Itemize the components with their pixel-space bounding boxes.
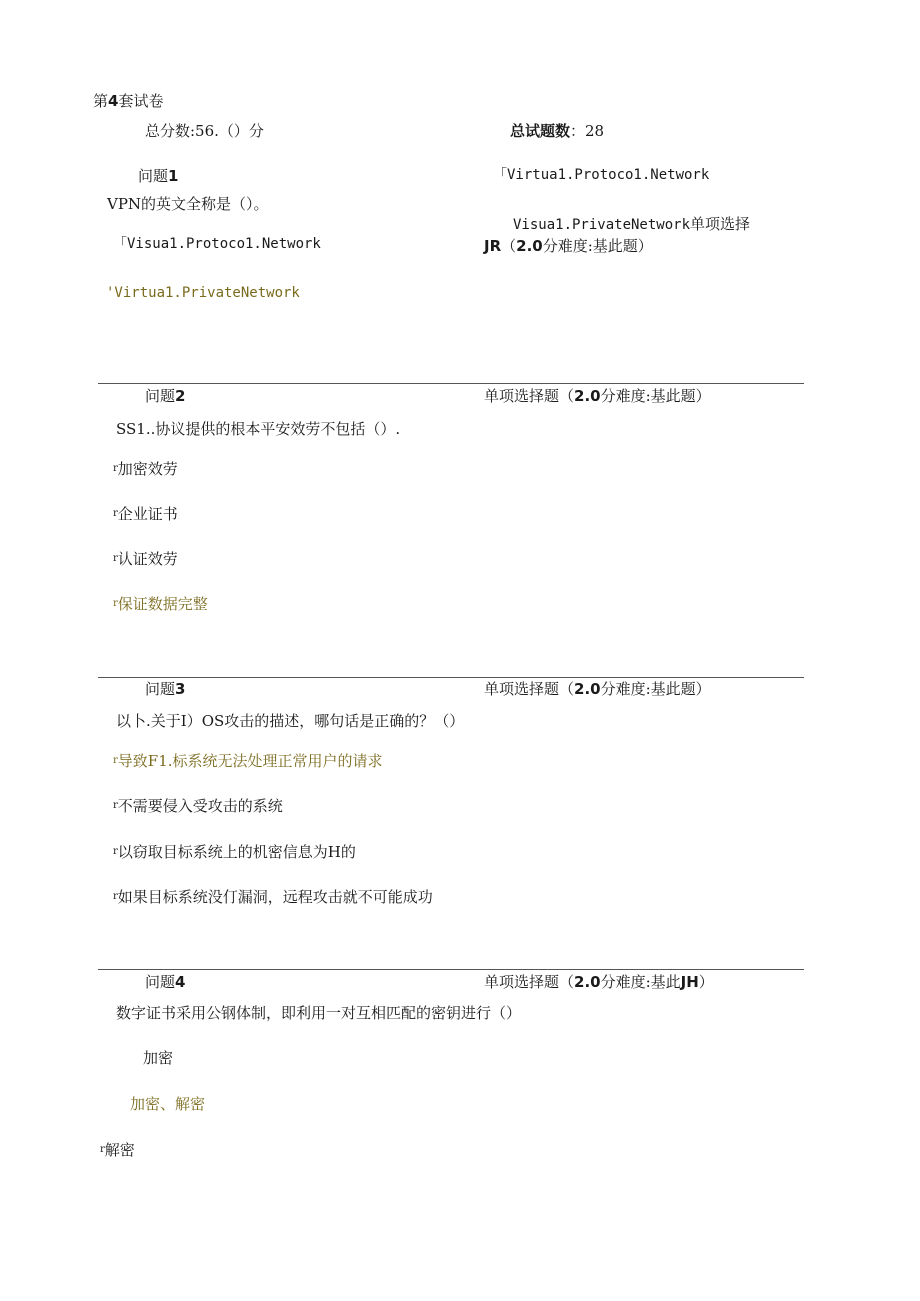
- radio-icon: r: [113, 755, 118, 766]
- question-2-meta: 单项选择题（2.0分难度:基此题）: [484, 387, 711, 405]
- question-1-right-option-2: Visua1.PrivateNetwork单项选择: [513, 215, 751, 233]
- question-3-option-b[interactable]: $^r$不需要侵入受攻击的系统: [113, 797, 283, 815]
- question-2-stem: SS1..协议提供的根本平安效劳不包括（）.: [116, 420, 401, 438]
- radio-icon: r: [100, 1144, 105, 1155]
- exam-title: 第4套试卷: [93, 92, 164, 110]
- question-4-option-b-selected[interactable]: 加密、解密: [130, 1095, 206, 1113]
- question-3-stem: 以卜.关于I）OS攻击的描述，哪句话是正确的？（）: [116, 712, 465, 730]
- question-1-meta: JR（2.0分难度:基此题）: [484, 237, 653, 255]
- question-4-meta: 单项选择题（2.0分难度:基此JH）: [484, 973, 714, 991]
- question-3-label: 问题3: [145, 680, 186, 698]
- question-1-option-a[interactable]: 「Visua1.Protoco1.Network: [113, 236, 321, 252]
- question-4-stem: 数字证书采用公钢体制，即利用一对互相匹配的密钥进行（）: [116, 1004, 522, 1022]
- radio-icon: r: [113, 463, 118, 474]
- question-3-meta: 单项选择题（2.0分难度:基此题）: [484, 680, 711, 698]
- question-3-option-c[interactable]: $^r$以窃取目标系统上的机密信息为H的: [113, 843, 356, 861]
- question-2-option-d-selected[interactable]: $^r$保证数据完整: [113, 595, 208, 613]
- question-3-option-d[interactable]: $^r$如果目标系统没仃漏洞，远程攻击就不可能成功: [113, 888, 433, 906]
- question-4-option-c[interactable]: $^r$解密: [100, 1141, 135, 1159]
- total-questions: 总试题数：28: [510, 122, 605, 140]
- radio-icon: r: [113, 553, 118, 564]
- divider: [98, 677, 804, 678]
- question-2-label: 问题2: [145, 387, 186, 405]
- radio-icon: r: [113, 846, 118, 857]
- radio-icon: r: [113, 891, 118, 902]
- question-1-label: 问题1: [138, 167, 179, 185]
- radio-icon: r: [113, 800, 118, 811]
- question-2-option-b[interactable]: $^r$企业证书: [113, 505, 178, 523]
- question-4-option-a[interactable]: 加密: [143, 1049, 174, 1067]
- question-4-label: 问题4: [145, 973, 186, 991]
- question-1-right-option: 「Virtua1.Protoco1.Network: [493, 167, 710, 183]
- radio-icon: r: [113, 598, 118, 609]
- divider: [98, 383, 804, 384]
- divider: [98, 969, 804, 970]
- question-2-option-a[interactable]: $^r$加密效劳: [113, 460, 178, 478]
- question-2-option-c[interactable]: $^r$认证效劳: [113, 550, 178, 568]
- total-score: 总分数:56.（）分: [145, 122, 264, 140]
- question-3-option-a-selected[interactable]: $^r$导致F1.标系统无法处理正常用户的请求: [113, 752, 383, 770]
- question-1-option-b-selected[interactable]: 'Virtua1.PrivateNetwork: [106, 285, 300, 301]
- radio-icon: r: [113, 508, 118, 519]
- question-1-stem: VPN的英文全称是（）。: [107, 195, 269, 213]
